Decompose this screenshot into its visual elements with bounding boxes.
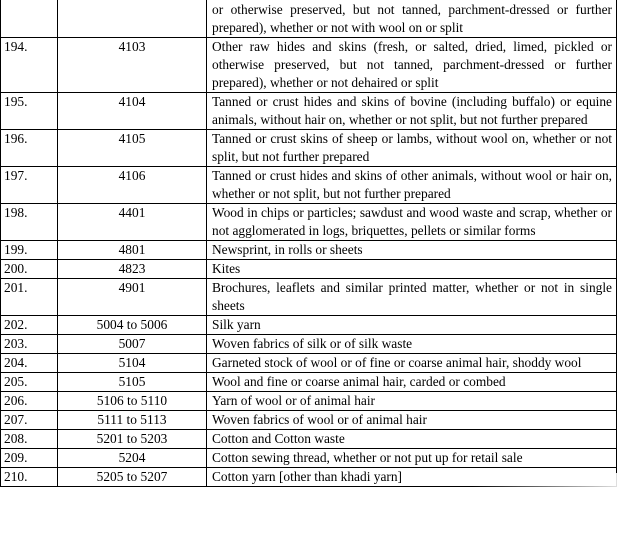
table-row-partial: [1, 0, 617, 38]
description-cell: [207, 0, 617, 38]
heading-code-cell: 5104: [58, 354, 207, 373]
description-cell: Brochures, leaflets and similar printed matter, whether or not in single sheets: [207, 279, 617, 316]
description-cell: Tanned or crust hides and skins of bovine (including buffalo) or equine animals, without hair on, whether or not split, but not further prepared: [207, 93, 617, 130]
description-cell: Yarn of wool or of animal hair: [207, 392, 617, 411]
serial-number-cell: 205.: [1, 373, 58, 392]
heading-code-cell: 5201 to 5203: [58, 430, 207, 449]
serial-number-cell: 209.: [1, 449, 58, 468]
serial-number-cell: 207.: [1, 411, 58, 430]
description-cell: Cotton yarn [other than khadi yarn]: [207, 468, 617, 487]
heading-code-cell: 4401: [58, 204, 207, 241]
heading-code-cell: 5106 to 5110: [58, 392, 207, 411]
description-cell: Garneted stock of wool or of fine or coarse animal hair, shoddy wool: [207, 354, 617, 373]
serial-number-cell: 201.: [1, 279, 58, 316]
table-row: [1, 373, 617, 392]
description-cell: Wood in chips or particles; sawdust and wood waste and scrap, whether or not agglomerated in logs, briquettes, pellets or similar forms: [207, 204, 617, 241]
description-text: or otherwise preserved, but not tanned, parchment-dressed or further prepared), whether or not with wool on or split: [212, 2, 612, 35]
serial-number-cell: 197.: [1, 167, 58, 204]
heading-code-cell: 4823: [58, 260, 207, 279]
table-row: [1, 260, 617, 279]
heading-code-cell: 5205 to 5207: [58, 468, 207, 487]
table-row: [1, 449, 617, 468]
table-row: [1, 241, 617, 260]
serial-number-cell: 200.: [1, 260, 58, 279]
serial-number-cell: 208.: [1, 430, 58, 449]
description-cell: Silk yarn: [207, 316, 617, 335]
table-row: [1, 468, 617, 487]
table-row: [1, 93, 617, 130]
description-cell: Woven fabrics of wool or of animal hair: [207, 411, 617, 430]
description-cell: Other raw hides and skins (fresh, or salted, dried, limed, pickled or otherwise preserved, but not tanned, parchment-dressed or further prepared), whether or not dehaired or split: [207, 38, 617, 93]
table-row: [1, 411, 617, 430]
heading-code-cell: 5111 to 5113: [58, 411, 207, 430]
serial-number-cell: 202.: [1, 316, 58, 335]
table-row: [1, 430, 617, 449]
heading-code-cell: 5105: [58, 373, 207, 392]
table-row: [1, 279, 617, 316]
serial-number-cell: 203.: [1, 335, 58, 354]
description-cell: Tanned or crust skins of sheep or lambs, without wool on, whether or not split, but not further prepared: [207, 130, 617, 167]
serial-number-cell: 204.: [1, 354, 58, 373]
description-cell: Kites: [207, 260, 617, 279]
table-row: [1, 130, 617, 167]
table-row: [1, 38, 617, 93]
description-cell: Wool and fine or coarse animal hair, carded or combed: [207, 373, 617, 392]
table-row: [1, 204, 617, 241]
table-row: [1, 335, 617, 354]
description-cell: Cotton and Cotton waste: [207, 430, 617, 449]
heading-code-cell: 4901: [58, 279, 207, 316]
heading-code-cell: 4103: [58, 38, 207, 93]
heading-code-cell: 5204: [58, 449, 207, 468]
description-cell: Newsprint, in rolls or sheets: [207, 241, 617, 260]
serial-number-cell: 198.: [1, 204, 58, 241]
heading-code-cell: 5007: [58, 335, 207, 354]
table-row: [1, 167, 617, 204]
serial-number-cell: [1, 0, 58, 38]
heading-code-cell: 5004 to 5006: [58, 316, 207, 335]
description-cell: Woven fabrics of silk or of silk waste: [207, 335, 617, 354]
heading-code-cell: 4104: [58, 93, 207, 130]
description-cell: Cotton sewing thread, whether or not put up for retail sale: [207, 449, 617, 468]
heading-code-cell: 4801: [58, 241, 207, 260]
table-body: [1, 0, 617, 487]
heading-code-cell: 4106: [58, 167, 207, 204]
serial-number-cell: 199.: [1, 241, 58, 260]
serial-number-cell: 206.: [1, 392, 58, 411]
table-row: [1, 316, 617, 335]
description-cell: Tanned or crust hides and skins of other animals, without wool or hair on, whether or not split, but not further prepared: [207, 167, 617, 204]
heading-code-cell: 4105: [58, 130, 207, 167]
serial-number-cell: 195.: [1, 93, 58, 130]
heading-code-cell: [58, 0, 207, 38]
table-row: [1, 392, 617, 411]
table-row: [1, 354, 617, 373]
serial-number-cell: 196.: [1, 130, 58, 167]
serial-number-cell: 210.: [1, 468, 58, 487]
serial-number-cell: 194.: [1, 38, 58, 93]
